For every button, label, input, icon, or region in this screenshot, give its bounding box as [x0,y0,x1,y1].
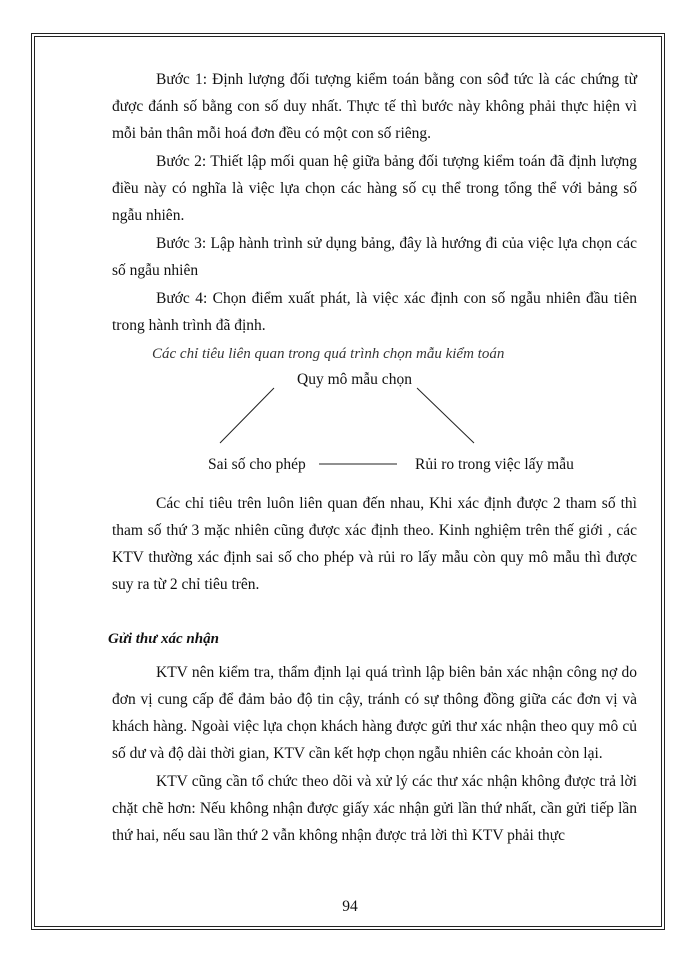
step-3: Bước 3: Lập hành trình sử dụng bảng, đây là hướng đi của việc lựa chọn các số ngẫu nhiên [112,235,637,279]
step-2: Bước 2: Thiết lập mối quan hệ giữa bảng đối tượng kiểm toán đã định lượng điều này có nghĩa là việc lựa chọn các hàng số cụ thể trong tổng thể với bảng số ngẫu nhiên. [112,153,637,224]
page-content [108,66,637,850]
line-top-right [417,388,474,443]
section-paragraph-2: KTV cũng cần tổ chức theo dõi và xử lý các thư xác nhận không được trả lời chặt chẽ hơn: Nếu không nhận được giấy xác nhận gửi lần thứ nhất, cần gửi tiếp lần thứ hai, nếu sau lần thứ 2 vẫn không nhận được trả lời thì KTV phải thực [112,773,637,844]
page-number: 94 [342,898,358,915]
diagram-caption: Các chỉ tiêu liên quan trong quá trình chọn mẫu kiểm toán [152,346,505,362]
step-1: Bước 1: Định lượng đối tượng kiểm toán bằng con sôđ tức là các chứng từ được đánh số bằng con số duy nhất. Thực tế thì bước này không phải thực hiện vì mỗi bản thân mỗi hoá đơn đều có một con số riêng. [112,71,637,142]
section-paragraph-1: KTV nên kiểm tra, thẩm định lại quá trình lập biên bản xác nhận công nợ do đơn vị cung cấp để đảm bảo độ tin cậy, tránh có sự thông đồng giữa các đơn vị và khách hàng. Ngoài việc lựa chọn khách hàng được gửi thư xác nhận theo quy mô củ số dư và độ dài thời gian, KTV cần kết hợp chọn ngẫu nhiên các khoản còn lại. [112,664,637,762]
line-top-left [220,388,274,443]
section-heading: Gửi thư xác nhận [108,631,219,647]
diagram-explanation: Các chỉ tiêu trên luôn liên quan đến nhau, Khi xác định được 2 tham số thì tham số thứ 3 mặc nhiên cũng được xác định theo. Kinh nghiệm trên thế giới , các KTV thường xác định sai số cho phép và rủi ro lấy mẫu còn quy mô mẫu thì được suy ra từ 2 chỉ tiêu trên. [112,495,637,593]
diagram-left-label: Sai số cho phép [208,456,306,473]
diagram-right-label: Rủi ro trong việc lấy mẫu [415,456,574,473]
sampling-diagram [112,368,637,490]
step-4: Bước 4: Chọn điểm xuất phát, là việc xác định con số ngẫu nhiên đầu tiên trong hành trình đã định. [112,290,637,334]
diagram-top-label: Quy mô mẫu chọn [297,371,412,388]
